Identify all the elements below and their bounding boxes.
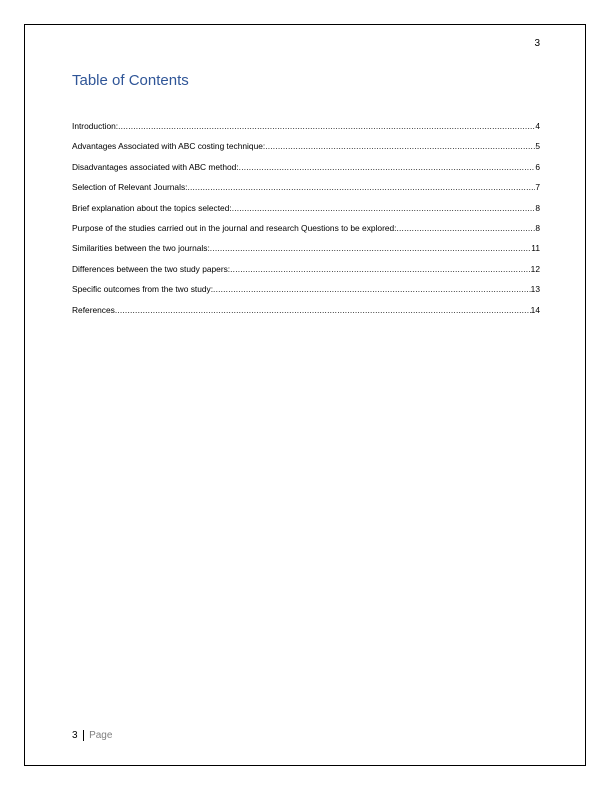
- footer-separator: [83, 730, 85, 741]
- toc-entry-page: 8: [535, 222, 540, 233]
- toc-entry-page: 8: [535, 202, 540, 213]
- footer-page-label: Page: [89, 730, 113, 741]
- toc-leader-dots: [230, 264, 531, 274]
- toc-entry-introduction[interactable]: [72, 121, 540, 141]
- toc-leader-dots: [397, 223, 536, 233]
- footer-page-number: 3: [72, 730, 78, 741]
- toc-leader-dots: [210, 243, 532, 253]
- toc-entry-title: Similarities between the two journals:: [72, 243, 210, 254]
- toc-entry-title: References: [72, 304, 115, 315]
- toc-leader-dots: [115, 305, 531, 315]
- toc-entry-similarities[interactable]: [72, 243, 540, 263]
- toc-list: [72, 121, 540, 325]
- toc-leader-dots: [187, 182, 535, 192]
- toc-entry-title: Purpose of the studies carried out in the journal and research Questions to be explored:: [72, 222, 397, 233]
- toc-entry-page: 11: [531, 243, 540, 254]
- toc-entry-selection-journals[interactable]: [72, 182, 540, 202]
- toc-entry-page: 5: [535, 141, 540, 152]
- toc-entry-title: Introduction:: [72, 121, 119, 131]
- toc-leader-dots: [118, 121, 535, 131]
- toc-entry-page: 7: [535, 182, 540, 193]
- toc-entry-title: Differences between the two study papers:: [72, 263, 231, 274]
- toc-heading: Table of Contents: [72, 72, 189, 89]
- toc-leader-dots: [232, 203, 536, 213]
- toc-leader-dots: [213, 284, 531, 294]
- toc-entry-title: Advantages Associated with ABC costing technique:: [72, 141, 266, 152]
- toc-entry-title: Disadvantages associated with ABC method:: [72, 161, 239, 172]
- toc-entry-purpose-studies[interactable]: [72, 223, 540, 243]
- toc-entry-title: Brief explanation about the topics selected:: [72, 202, 232, 213]
- toc-entry-references[interactable]: [72, 305, 540, 325]
- toc-entry-page: 13: [530, 284, 540, 295]
- toc-leader-dots: [239, 162, 536, 172]
- header-page-number: 3: [534, 38, 540, 49]
- page-footer: [72, 730, 112, 741]
- toc-entry-brief-explanation[interactable]: [72, 203, 540, 223]
- toc-leader-dots: [265, 141, 535, 151]
- toc-entry-differences[interactable]: [72, 264, 540, 284]
- toc-entry-title: Selection of Relevant Journals:: [72, 182, 188, 193]
- toc-entry-page: 4: [535, 121, 540, 131]
- toc-entry-specific-outcomes[interactable]: [72, 284, 540, 304]
- toc-entry-advantages[interactable]: [72, 141, 540, 161]
- toc-entry-title: Specific outcomes from the two study:: [72, 284, 214, 295]
- toc-entry-page: 6: [535, 161, 540, 172]
- toc-entry-page: 14: [530, 304, 540, 315]
- toc-entry-disadvantages[interactable]: [72, 162, 540, 182]
- toc-entry-page: 12: [530, 263, 540, 274]
